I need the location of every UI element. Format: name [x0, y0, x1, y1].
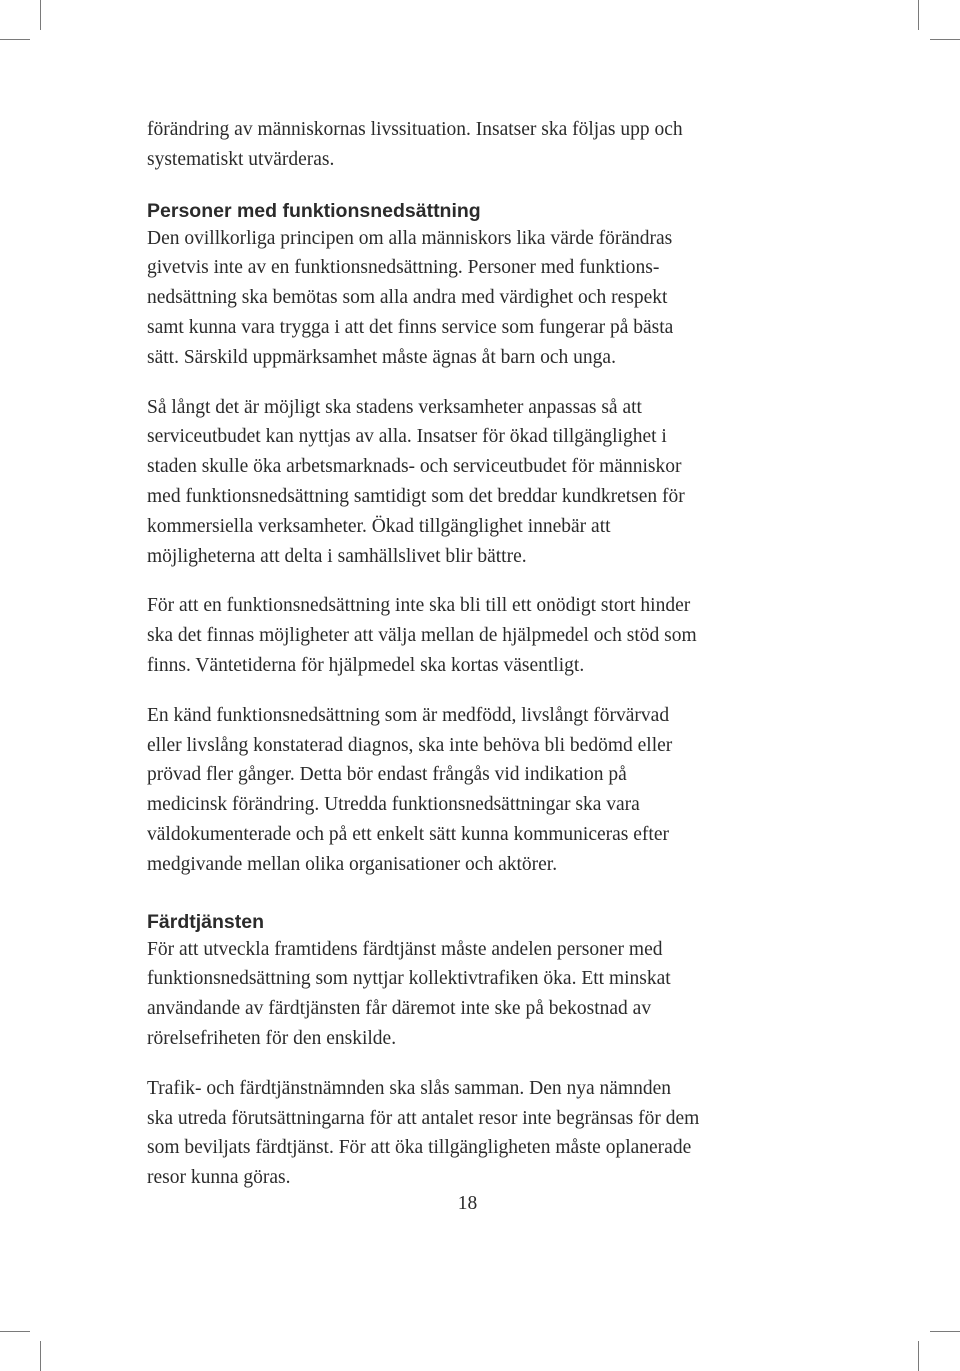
section-heading-disability: Personer med funktionsnedsättning — [147, 199, 481, 222]
section-heading-transport-service: Färdtjänsten — [147, 910, 265, 933]
crop-mark-bottom-left-h — [0, 1331, 30, 1332]
crop-mark-bottom-right — [918, 1341, 919, 1371]
paragraph-accessibility: Så långt det är möjligt ska stadens verksamheter anpassas så att serviceutbudet kan nyttjas av alla. Insatser för ökad tillgänglighet i staden skulle öka arbetsmarknads- och serviceutbudet för människor med funktionsnedsättning samtidigt som det breddar kundkretsen för kommersiella verksamheter. Ökad tillgänglighet innebär att möjligheterna att delta i samhällslivet blir bättre. — [147, 396, 685, 567]
paragraph-diagnosis: En känd funktionsnedsättning som är medfödd, livslångt förvärvad eller livslång konstaterad diagnos, ska inte behöva bli bedömd eller prövad fler gånger. Detta bör endast frångås vid indikation på medicinsk förändring. Utredda funktionsnedsättningar ska vara väldokumenterade och på ett enkelt sätt kunna kommuniceras efter medgivande mellan olika organisationer och aktörer. — [147, 704, 673, 875]
crop-mark-top-left — [40, 0, 41, 30]
body-text — [147, 115, 807, 1213]
paragraph-intro-continuation: förändring av människornas livssituation. Insatser ska följas upp och systematiskt utvärderas. — [147, 119, 683, 170]
crop-mark-bottom-right-h — [930, 1331, 960, 1332]
paragraph-equal-value: Den ovillkorliga principen om alla människors lika värde förändras givetvis inte av en funktionsnedsättning. Personer med funktions- nedsättning ska bemötas som alla andra med värdighet och respekt samt kunna vara trygga i att det finns service som fungerar på bästa sätt. Särskild uppmärksamhet måste ägnas åt barn och unga. — [147, 227, 674, 368]
paragraph-transport-future: För att utveckla framtidens färdtjänst måste andelen personer med funktionsnedsättning som nyttjar kollektivtrafiken öka. Ett minskat användande av färdtjänsten får däremot inte ske på bekostnad av rörelsefriheten för den enskilde. — [147, 938, 671, 1049]
crop-mark-bottom-left — [40, 1341, 41, 1371]
crop-mark-top-right-h — [930, 39, 960, 40]
crop-mark-top-left-h — [0, 39, 30, 40]
page-number: 18 — [457, 1193, 478, 1214]
paragraph-aids: För att en funktionsnedsättning inte ska bli till ett onödigt stort hinder ska det finnas möjligheter att välja mellan de hjälpmedel och stöd som finns. Väntetiderna för hjälpmedel ska kortas väsentligt. — [147, 595, 697, 676]
crop-mark-top-right — [918, 0, 919, 30]
paragraph-transport-board: Trafik- och färdtjänstnämnden ska slås samman. Den nya nämnden ska utreda förutsättningarna för att antalet resor inte begränsas för dem som beviljats färdtjänst. För att öka tillgängligheten måste oplanerade resor kunna göras. — [147, 1077, 700, 1189]
